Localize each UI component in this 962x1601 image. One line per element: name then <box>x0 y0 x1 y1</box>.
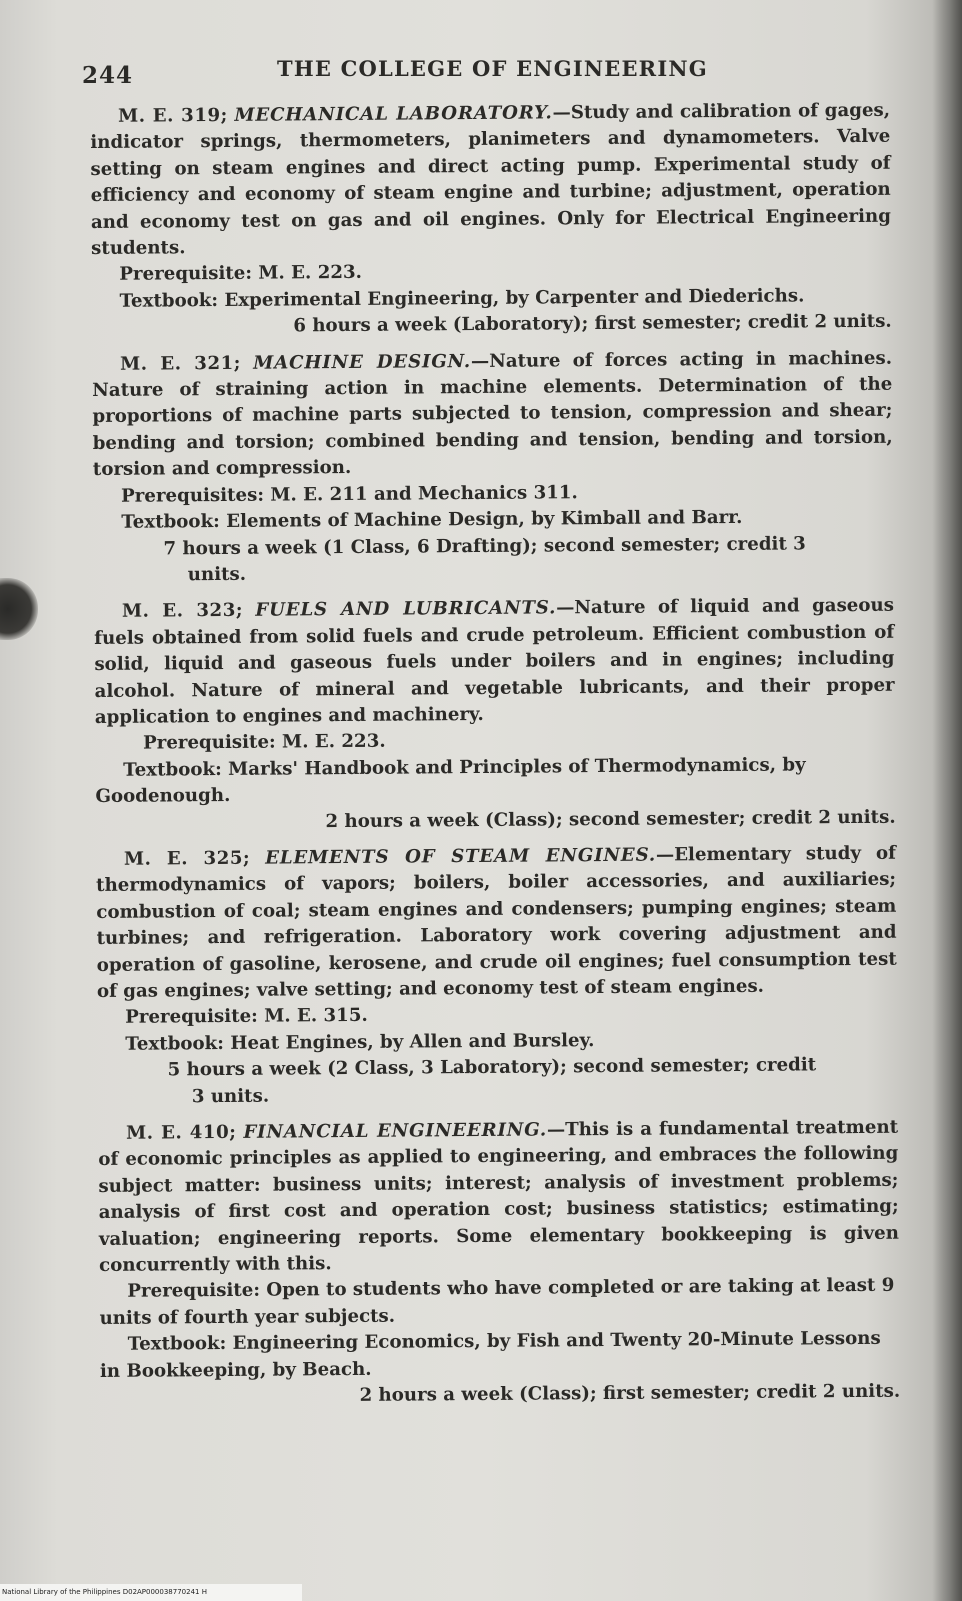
course-hours <box>97 1052 897 1111</box>
course-hours: 2 hours a week (Class); first semester; credit 2 units. <box>359 1380 901 1407</box>
course-title: MECHANICAL LABORATORY. <box>234 102 553 126</box>
course-code: M. E. 410; <box>126 1121 237 1144</box>
course-description-text: —Nature of forces acting in machines. Nature of straining action in machine elements. Determination of the proportions of machine parts subjected to tension, compression and shear; bending and torsion; combined bending and tension, bending and torsion, torsion and compression. <box>92 347 893 481</box>
course-description-text: —Nature of liquid and gaseous fuels obtained from solid fuels and crude petroleum. Efficient combustion of solid, liquid and gaseous fuels under boilers and in engines; including alcohol. Nature of mineral and vegetable lubricants, and their proper application to engines and machinery. <box>94 595 895 728</box>
course-prerequisite: Prerequisite: M. E. 223. <box>119 262 363 286</box>
course-hours-continued: units. <box>187 563 247 586</box>
page-edge-shadow <box>932 0 962 1601</box>
course-code: M. E. 325; <box>123 847 251 870</box>
course-description-text: —Study and calibration of gages, indicator springs, thermometers, planimeters and dynamometers. Valve setting on steam engines and direct acting pump. Experimental study of efficiency and economy of steam engine and turbine; adjustment, operation and economy test on gas and oil engines. Only for Electrical Engineering students. <box>90 99 891 260</box>
thumb-shadow <box>0 578 38 640</box>
course-title: FINANCIAL ENGINEERING. <box>243 1119 548 1143</box>
course-entry <box>94 593 896 837</box>
course-description <box>92 345 893 483</box>
course-entry <box>92 345 894 589</box>
course-textbook: Textbook: Marks' Handbook and Principles of Thermodynamics, by Goodenough. <box>95 754 806 808</box>
course-description <box>90 98 891 263</box>
course-entry <box>98 1115 900 1412</box>
course-hours-text: 5 hours a week (2 Class, 3 Laboratory); second semester; credit <box>167 1054 817 1081</box>
course-prerequisite: Prerequisite: M. E. 315. <box>125 1005 368 1029</box>
course-code: M. E. 323; <box>121 600 244 623</box>
course-description-text: —Elementary study of thermodynamics of vapors; boilers, boiler accessories, and auxiliaries; combustion of coal; steam engines and condensers; pumping engines; steam turbines; and refrigeration. Laboratory work covering adjustment and operation of gasoline, kerosene, and crude oil engines; fuel consumption test of gas engines; valve setting; and economy test of steam engines. <box>96 842 897 1002</box>
course-description <box>98 1115 899 1280</box>
course-hours-text: 7 hours a week (1 Class, 6 Drafting); second semester; credit 3 <box>163 532 806 559</box>
page-number: 244 <box>82 62 134 89</box>
course-hours: 6 hours a week (Laboratory); first semester; credit 2 units. <box>293 310 892 337</box>
course-textbook: Textbook: Experimental Engineering, by Carpenter and Diederichs. <box>119 285 805 312</box>
course-hours-continued: 3 units. <box>191 1085 270 1107</box>
course-entry <box>90 98 892 342</box>
scan-footer-label: National Library of the Philippines D02AP000038770241 H <box>0 1584 302 1601</box>
course-title: MACHINE DESIGN. <box>253 350 472 374</box>
course-description <box>94 593 895 731</box>
course-title: ELEMENTS OF STEAM ENGINES. <box>265 844 657 869</box>
course-textbook: Textbook: Engineering Economics, by Fish and Twenty 20-Minute Lessons in Bookkeeping, by Beach. <box>99 1328 881 1382</box>
course-description-text: —This is a fundamental treatment of economic principles as applied to engineering, and embraces the following subject matter: business units; interest; analysis of investment problems; analysis of first cost and operation cost; business statistics; estimating; valuation; engineering reports. Some elementary bookkeeping is given concurrently with this. <box>98 1116 899 1277</box>
course-listing <box>90 98 900 1422</box>
course-hours: 2 hours a week (Class); second semester; credit 2 units. <box>325 806 896 832</box>
course-code: M. E. 319; <box>118 104 228 127</box>
course-textbook: Textbook: Heat Engines, by Allen and Bursley. <box>125 1029 595 1055</box>
course-hours <box>93 530 893 589</box>
course-textbook: Textbook: Elements of Machine Design, by Kimball and Barr. <box>121 506 743 533</box>
course-prerequisite: Prerequisite: Open to students who have completed or are taking at least 9 units of fourth year subjects. <box>99 1275 895 1329</box>
course-prerequisite: Prerequisite: M. E. 223. <box>142 731 386 754</box>
course-code: M. E. 321; <box>119 352 242 375</box>
course-title: FUELS AND LUBRICANTS. <box>255 597 557 622</box>
running-title: THE COLLEGE OF ENGINEERING <box>277 56 708 81</box>
page-header <box>82 50 902 90</box>
course-prerequisite: Prerequisites: M. E. 211 and Mechanics 311. <box>120 481 578 507</box>
course-entry <box>96 841 898 1111</box>
course-description <box>96 841 897 1006</box>
